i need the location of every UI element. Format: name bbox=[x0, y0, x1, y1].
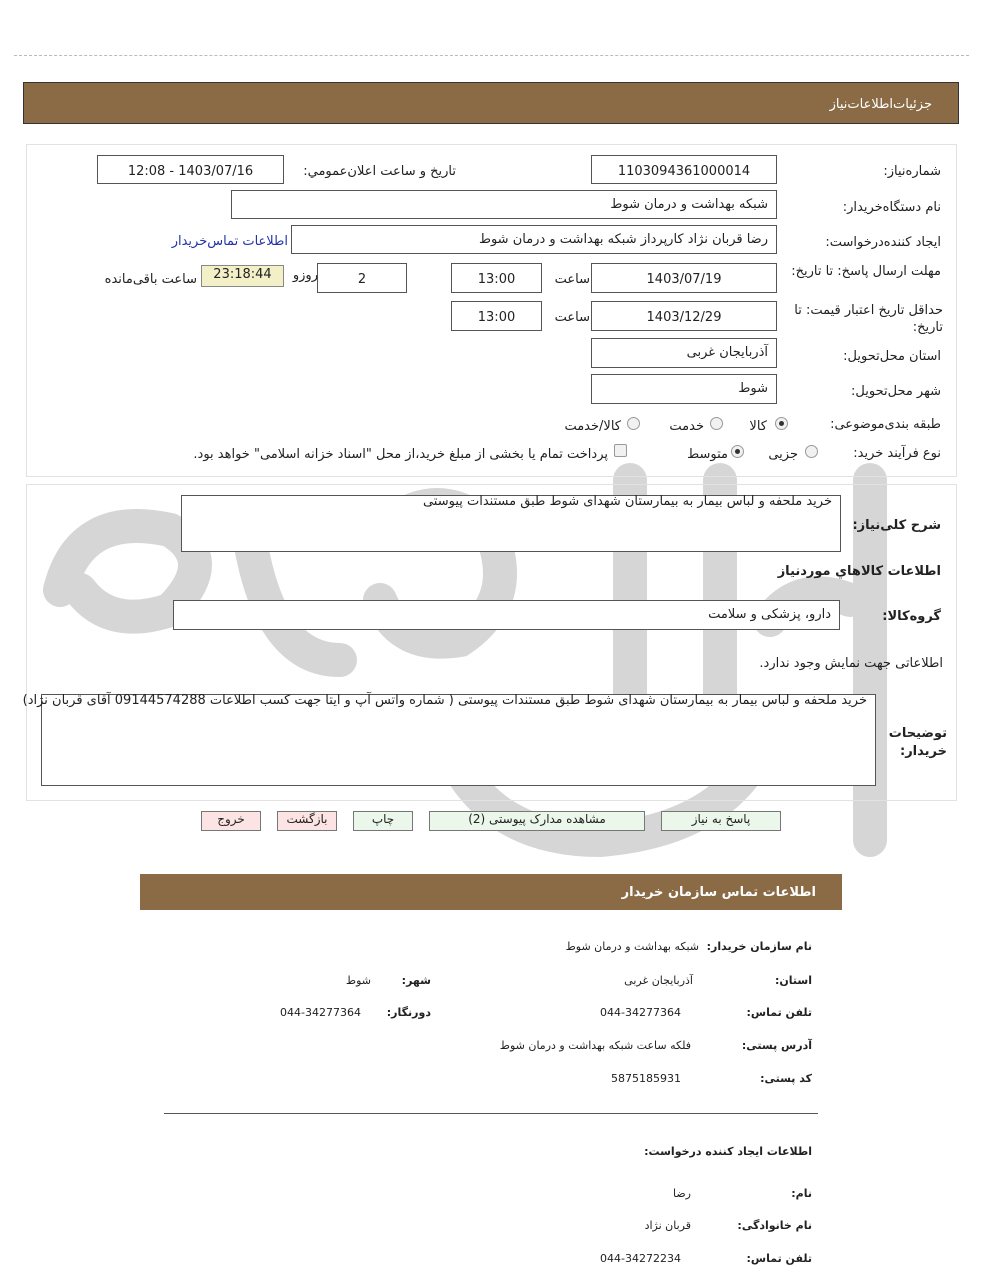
desc-label: شرح کلی‌نیاز: bbox=[852, 518, 941, 533]
creator-name-value: رضا bbox=[672, 1187, 691, 1200]
contact-province-value: آذربایجان غربی bbox=[624, 974, 693, 987]
back-button[interactable]: بازگشت bbox=[277, 811, 337, 831]
contact-postal-label: کد پستی: bbox=[760, 1072, 812, 1085]
contact-address-value: فلکه ساعت شبکه بهداشت و درمان شوط bbox=[499, 1039, 691, 1052]
need-number-field: 1103094361000014 bbox=[591, 155, 777, 184]
deadline-date-field: 1403/07/19 bbox=[591, 263, 777, 293]
creator-label: ایجاد کننده‌درخواست: bbox=[825, 235, 941, 250]
exit-button[interactable]: خروج bbox=[201, 811, 261, 831]
category-label: طبقه بندی‌موضوعی: bbox=[830, 417, 941, 432]
category-service-radio[interactable] bbox=[710, 417, 723, 430]
category-both-radio[interactable] bbox=[627, 417, 640, 430]
desc-field: خرید ملحفه و لباس بیمار به بیمارستان شهدای شوط طبق مستندات پیوستی bbox=[181, 495, 841, 552]
need-number-label: شماره‌نیاز: bbox=[883, 164, 941, 179]
category-goods-radio[interactable] bbox=[775, 417, 788, 430]
buyer-contact-title: اطلاعات تماس سازمان خریدار bbox=[621, 885, 816, 900]
deadline-label: مهلت ارسال پاسخ: تا تاریخ: bbox=[791, 264, 941, 279]
treasury-checkbox[interactable] bbox=[614, 444, 627, 457]
creator-name-label: نام: bbox=[791, 1187, 812, 1200]
city-label: شهر محل‌تحویل: bbox=[851, 384, 941, 399]
no-info-text: اطلاعاتی جهت نمایش وجود ندارد. bbox=[759, 656, 943, 671]
buyer-contact-header bbox=[140, 874, 842, 910]
city-field: شوط bbox=[591, 374, 777, 404]
announce-date-label: تاريخ و ساعت اعلان‌عمومي: bbox=[303, 164, 456, 179]
deadline-time-label: ساعت bbox=[554, 272, 590, 287]
buyer-contact-link[interactable]: اطلاعات تماس‌خریدار bbox=[171, 234, 288, 249]
goods-group-label: گروه‌کالا: bbox=[882, 609, 941, 624]
deadline-time-field: 13:00 bbox=[451, 263, 542, 293]
days-label: روزو bbox=[292, 268, 318, 283]
process-minor-label: جزیی bbox=[768, 447, 798, 462]
section-divider bbox=[164, 1113, 818, 1114]
contact-city-label: شهر: bbox=[401, 974, 431, 987]
top-divider bbox=[14, 55, 969, 56]
org-name-label: نام سازمان خریدار: bbox=[706, 940, 812, 953]
buyer-org-field: شبکه بهداشت و درمان شوط bbox=[231, 190, 777, 219]
province-field: آذربایجان غربی bbox=[591, 338, 777, 368]
validity-date-field: 1403/12/29 bbox=[591, 301, 777, 331]
creator-phone-label: تلفن تماس: bbox=[746, 1252, 812, 1265]
validity-time-field: 13:00 bbox=[451, 301, 542, 331]
org-name-value: شبکه بهداشت و درمان شوط bbox=[565, 940, 699, 953]
contact-fax-value: 044-34277364 bbox=[280, 1006, 361, 1019]
process-minor-radio[interactable] bbox=[805, 445, 818, 458]
treasury-note: پرداخت تمام یا بخشی از مبلغ خرید،از محل "اسناد خزانه اسلامی" خواهد بود. bbox=[193, 447, 608, 462]
creator-family-label: نام خانوادگی: bbox=[737, 1219, 812, 1232]
province-label: استان محل‌تحویل: bbox=[843, 349, 941, 364]
creator-info-title: اطلاعات ایجاد کننده درخواست: bbox=[644, 1145, 812, 1158]
validity-label: حداقل تاریخ اعتبار قیمت: تا تاریخ: bbox=[794, 303, 943, 335]
remaining-timer: 23:18:44 bbox=[201, 265, 284, 287]
creator-field: رضا قربان نژاد کارپرداز شبکه بهداشت و درمان شوط bbox=[291, 225, 777, 254]
print-button[interactable]: چاپ bbox=[353, 811, 413, 831]
process-label: نوع فرآیند خرید: bbox=[853, 446, 941, 461]
contact-province-label: استان: bbox=[775, 974, 812, 987]
remaining-label: ساعت باقی‌مانده bbox=[104, 272, 197, 287]
goods-group-field: دارو، پزشکی و سلامت bbox=[173, 600, 840, 630]
announce-date-field: 1403/07/16 - 12:08 bbox=[97, 155, 284, 184]
validity-time-label: ساعت bbox=[554, 310, 590, 325]
view-attachments-button[interactable]: مشاهده مدارک پیوستی (2) bbox=[429, 811, 645, 831]
page-header bbox=[23, 82, 959, 124]
contact-address-label: آدرس پستی: bbox=[741, 1039, 812, 1052]
reply-button[interactable]: پاسخ به نیاز bbox=[661, 811, 781, 831]
page-title: جزئیات‌اطلاعات‌نیاز bbox=[829, 97, 932, 112]
creator-phone-value: 044-34272234 bbox=[600, 1252, 681, 1265]
contact-phone-value: 044-34277364 bbox=[600, 1006, 681, 1019]
contact-phone-label: تلفن تماس: bbox=[746, 1006, 812, 1019]
category-goods-label: کالا bbox=[749, 419, 767, 434]
category-service-label: خدمت bbox=[669, 419, 704, 434]
contact-fax-label: دورنگار: bbox=[386, 1006, 431, 1019]
process-medium-radio[interactable] bbox=[731, 445, 744, 458]
buyer-notes-field: خرید ملحفه و لباس بیمار به بیمارستان شهدای شوط طبق مستندات پیوستی ( شماره واتس آپ و ایتا جهت کسب اطلاعات 09144574288 آقای قربان نژاد) bbox=[41, 694, 876, 786]
contact-city-value: شوط bbox=[345, 974, 371, 987]
buyer-notes-label: توضیحات خریدار: bbox=[888, 726, 947, 759]
days-field: 2 bbox=[317, 263, 407, 293]
creator-family-value: قربان نژاد bbox=[644, 1219, 691, 1232]
process-medium-label: متوسط bbox=[687, 447, 728, 462]
buyer-org-label: نام دستگاه‌خریدار: bbox=[842, 200, 941, 215]
goods-info-title: اطلاعات کالاهاي موردنياز bbox=[777, 564, 941, 579]
contact-postal-value: 5875185931 bbox=[611, 1072, 681, 1085]
category-both-label: کالا/خدمت bbox=[564, 419, 621, 434]
